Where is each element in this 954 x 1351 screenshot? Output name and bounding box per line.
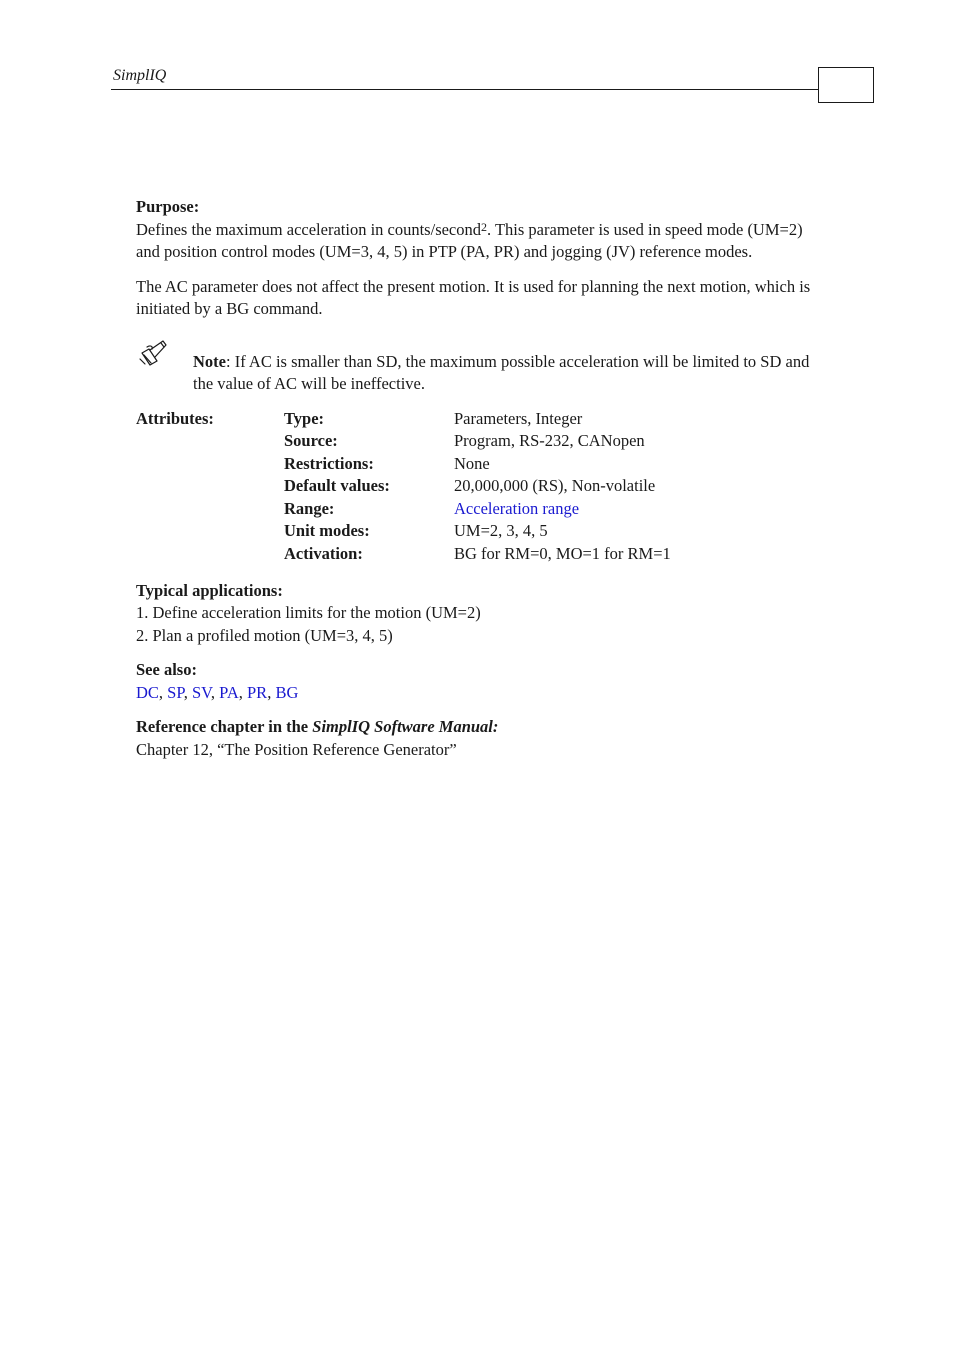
link-separator: , [238,682,247,702]
purpose-paragraph-2: The AC parameter does not affect the present motion. It is used for planning the next motion, which is initiated by a BG command. [136,276,811,318]
note-text [193,351,826,396]
attribute-key: Source: [284,431,338,450]
attributes-heading: Attributes: [136,408,214,428]
attribute-key: Unit modes: [284,521,370,540]
attribute-value: Program, RS-232, CANopen [454,431,645,450]
see-also-link-dc[interactable]: DC [136,682,159,702]
purpose-paragraph [136,219,826,264]
attribute-key: Type: [284,408,325,428]
attribute-value: Parameters, Integer [454,408,583,428]
attribute-value: 20,000,000 (RS), Non-volatile [454,476,656,495]
see-also-link-pr[interactable]: PR [247,682,268,702]
see-also-links [136,682,826,705]
attribute-key: Default values: [284,476,390,495]
purpose-section [136,196,826,264]
header-rule [111,89,819,90]
list-item: 2. Plan a profiled motion (UM=3, 4, 5) [136,625,393,645]
list-item: 1. Define acceleration limits for the motion (UM=2) [136,603,481,622]
header-title: SimplIQ [113,67,167,84]
see-also-heading: See also: [136,660,197,679]
see-also-link-pa[interactable]: PA [219,682,239,702]
reference-chapter: Chapter 12, “The Position Reference Generator” [136,739,457,759]
link-separator: , [210,682,220,702]
attribute-value: BG for RM=0, MO=1 for RM=1 [454,543,671,563]
see-also-link-bg[interactable]: BG [275,682,299,702]
link-separator: , [183,682,192,702]
typical-applications-section [136,580,826,648]
reference-heading-text: Reference chapter in the [136,717,313,736]
purpose-text-start: Defines the maximum acceleration in counts/second [136,219,482,239]
purpose-text-end: . This parameter is used in speed mode (UM=2) and position control modes (UM=3, 4, 5) in PTP (PA, PR) and jogging (JV) reference modes. [136,219,803,261]
see-also-link-sp[interactable]: SP [167,682,184,702]
attributes-table [136,408,826,568]
reference-section [136,716,826,761]
see-also-link-sv[interactable]: SV [191,682,211,702]
attribute-key: Restrictions: [284,453,374,473]
see-also-section [136,659,826,704]
typical-applications-heading: Typical applications: [136,580,283,600]
attribute-key: Range: [284,498,335,518]
attribute-key: Activation: [284,543,363,563]
attribute-value: None [454,453,490,473]
note-block [136,339,826,396]
attribute-value: UM=2, 3, 4, 5 [454,521,548,540]
superscript: 2 [481,219,488,234]
note-label: Note [193,351,226,371]
link-separator: , [158,682,168,702]
note-body: : If AC is smaller than SD, the maximum possible acceleration will be limited to SD and the value of AC will be ineffective. [193,351,810,393]
purpose-heading: Purpose: [136,197,200,216]
document-body [136,196,826,773]
note-pencil-icon [138,339,168,367]
link-separator: , [267,682,276,702]
acceleration-range-link[interactable]: Acceleration range [454,498,580,518]
page-number-box [818,67,874,103]
reference-manual-title: SimplIQ Software Manual: [312,717,499,736]
reference-heading [136,716,826,739]
